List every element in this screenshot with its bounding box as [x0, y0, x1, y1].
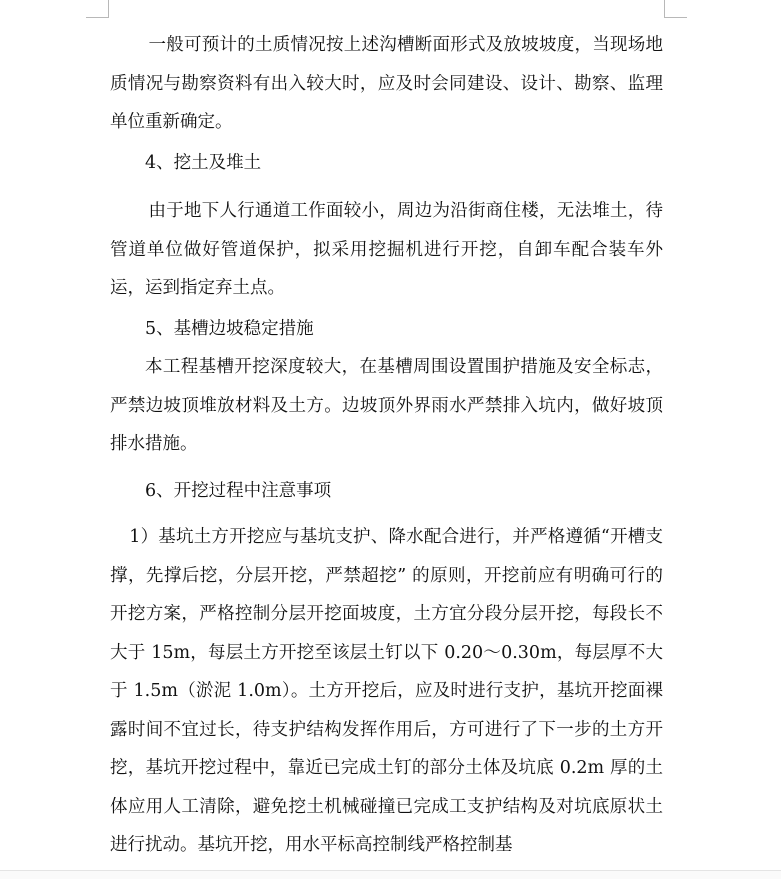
paragraph-slope-measures: 本工程基槽开挖深度较大，在基槽周围设置围护措施及安全标志，严禁边坡顶堆放材料及土方。边坡顶外界雨水严禁排入坑内，做好坡顶排水措施。: [110, 357, 663, 454]
crop-mark-top-left: [86, 0, 109, 18]
document-body: [110, 26, 663, 865]
crop-mark-top-right: [664, 0, 687, 18]
paragraph-excavation-rules: 1）基坑土方开挖应与基坑支护、降水配合进行，并严格遵循“开槽支撑，先撑后挖，分层开挖，严禁超挖” 的原则，开挖前应有明确可行的开挖方案，严格控制分层开挖面坡度，土方宜分段分层开挖，每段长不大于 15m，每层土方开挖至该层土钉以下 0.20～0.30m，每层厚不大于 1.5m（淤泥 1.0m）。土方开挖后，应及时进行支护，基坑开挖面裸露时间不宜过长，待支护结构发挥作用后，方可进行了下一步的土方开挖，基坑开挖过程中，靠近已完成土钉的部分土体及坑底 0.2m 厚的土体应用人工清除，避免挖土机械碰撞已完成工支护结构及对坑底原状土进行扰动。基坑开挖，用水平标高控制线严格控制基: [110, 527, 663, 855]
heading-slope-stability: 5、基槽边坡稳定措施: [145, 318, 314, 339]
heading-excavation-and-stockpile: 4、挖土及堆土: [145, 152, 262, 173]
heading-excavation-notes: 6、开挖过程中注意事项: [145, 480, 332, 501]
paragraph-soil-conditions: 一般可预计的土质情况按上述沟槽断面形式及放坡坡度，当现场地质情况与勘察资料有出入较大时，应及时会同建设、设计、勘察、监理单位重新确定。: [110, 35, 663, 132]
paragraph-excavation-method: 由于地下人行通道工作面较小，周边为沿街商住楼，无法堆土，待管道单位做好管道保护，拟采用挖掘机进行开挖，自卸车配合装车外运，运到指定弃土点。: [110, 201, 663, 298]
